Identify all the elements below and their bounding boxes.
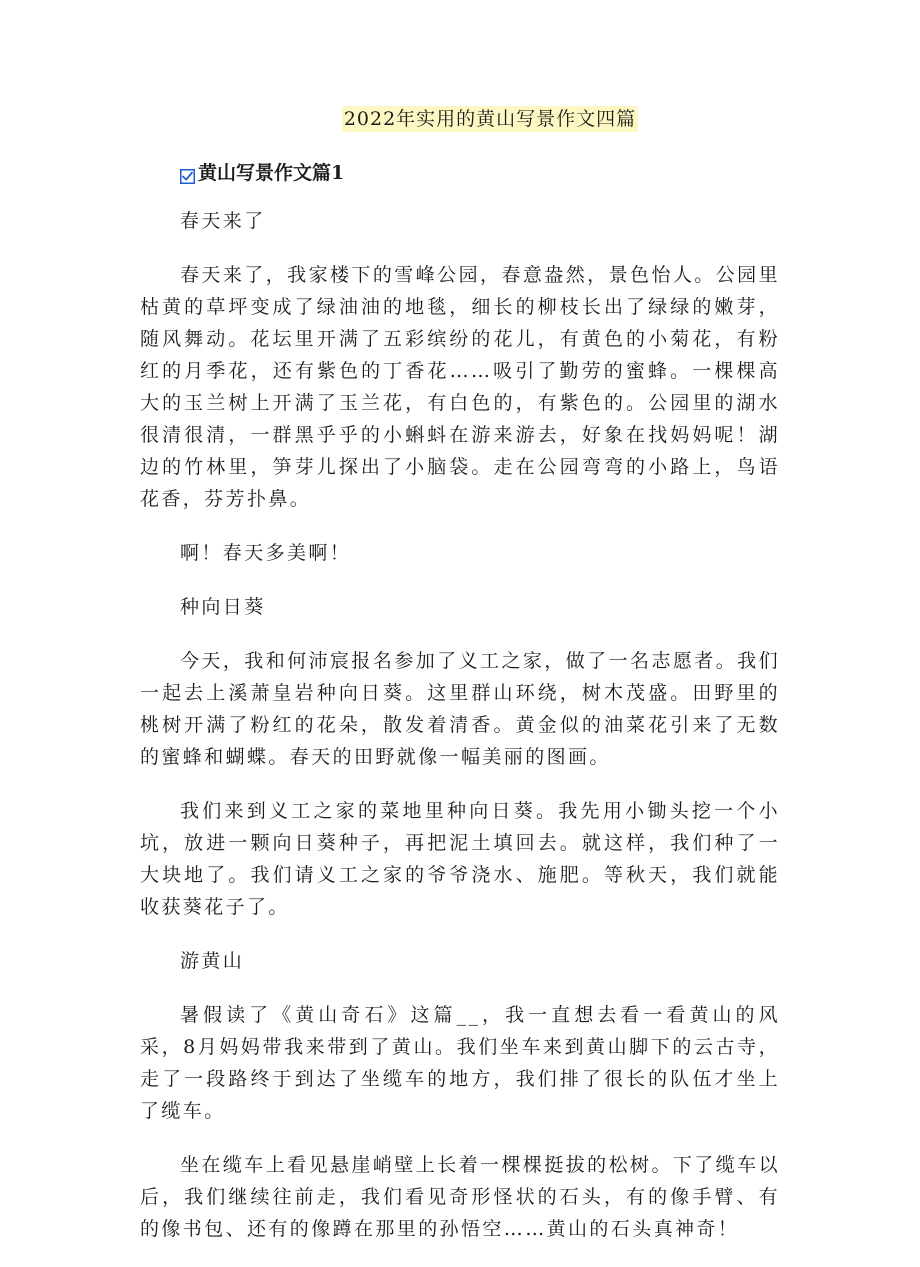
title-wrapper <box>0 106 920 132</box>
subheading-huangshan: 游黄山 <box>180 950 245 972</box>
paragraph-spring: 春天来了，我家楼下的雪峰公园，春意盎然，景色怡人。公园里枯黄的草坪变成了绿油油的地毯，细长的柳枝长出了绿绿的嫩芽，随风舞动。花坛里开满了五彩缤纷的花儿，有黄色的小菊花，有粉红的月季花，还有紫色的丁香花……吸引了勤劳的蜜蜂。一棵棵高大的玉兰树上开满了玉兰花，有白色的，有紫色的。公园里的湖水很清很清，一群黑乎乎的小蝌蚪在游来游去，好象在找妈妈呢！湖边的竹林里，笋芽儿探出了小脑袋。走在公园弯弯的小路上，鸟语花香，芬芳扑鼻。 <box>140 264 780 510</box>
paragraph-trip: 暑假读了《黄山奇石》这篇__，我一直想去看一看黄山的风采，8月妈妈带我来带到了黄山。我们坐车来到黄山脚下的云古寺，走了一段路终于到达了坐缆车的地方，我们排了很长的队伍才坐上了缆车。 <box>140 1004 780 1122</box>
paragraph-cablecar: 坐在缆车上看见悬崖峭壁上长着一棵棵挺拔的松树。下了缆车以后，我们继续往前走，我们看见奇形怪状的石头，有的像手臂、有的像书包、还有的像蹲在那里的孙悟空……黄山的石头真神奇！ <box>140 1154 780 1240</box>
section-heading <box>180 160 344 186</box>
document-title: 2022年实用的黄山写景作文四篇 <box>343 108 637 130</box>
subheading-sunflower: 种向日葵 <box>180 596 266 618</box>
exclamation-line: 啊！春天多美啊！ <box>180 542 352 564</box>
paragraph-planting: 我们来到义工之家的菜地里种向日葵。我先用小锄头挖一个小坑，放进一颗向日葵种子，再把泥土填回去。就这样，我们种了一大块地了。我们请义工之家的爷爷浇水、施肥。等秋天，我们就能收获葵花子了。 <box>140 800 780 918</box>
section-heading-text: 黄山写景作文篇1 <box>198 162 345 184</box>
subheading-spring: 春天来了 <box>180 210 266 232</box>
paragraph-volunteer: 今天，我和何沛宸报名参加了义工之家，做了一名志愿者。我们一起去上溪萧皇岩种向日葵。这里群山环绕，树木茂盛。田野里的桃树开满了粉红的花朵，散发着清香。黄金似的油菜花引来了无数的蜜蜂和蝴蝶。春天的田野就像一幅美丽的图画。 <box>140 650 780 768</box>
article-body <box>140 205 780 1267</box>
checkbox-checked-icon <box>180 165 195 180</box>
